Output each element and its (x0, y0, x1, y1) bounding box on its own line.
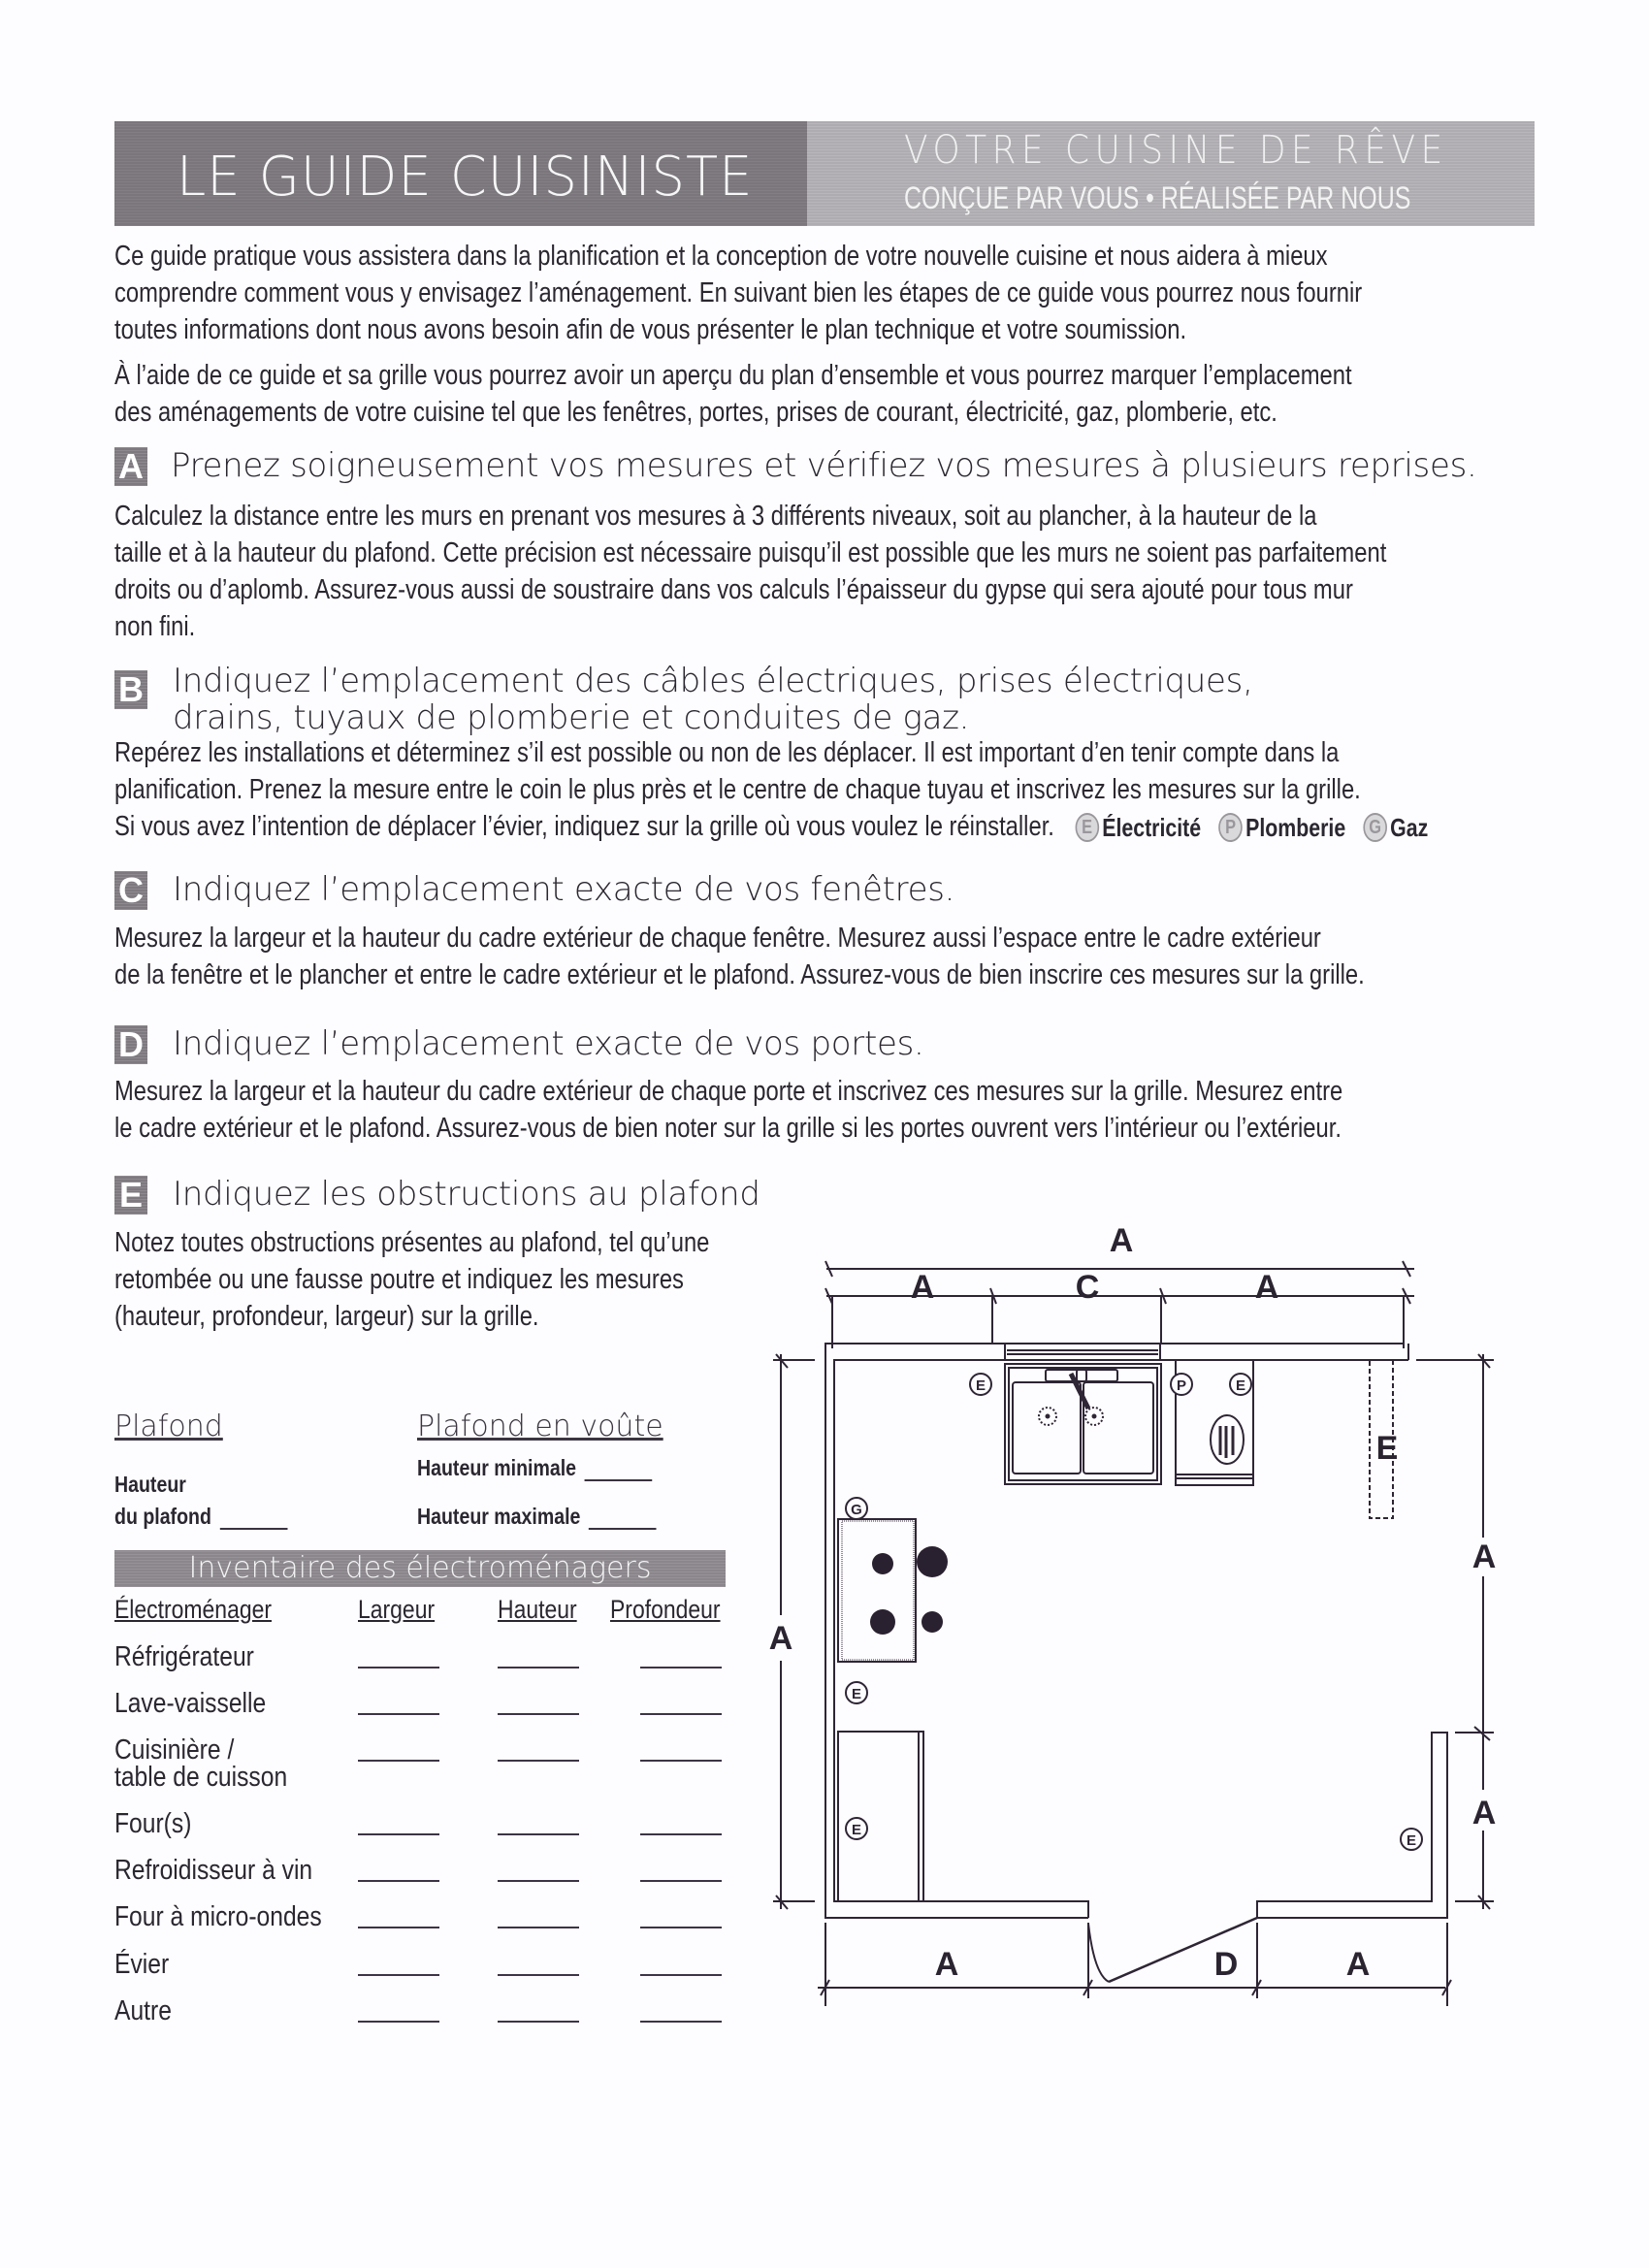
intro-line: comprendre comment vous y envisagez l’aménagement. En suivant bien les étapes de ce guide vous pourrez nous fournir (114, 277, 1363, 308)
header-slogan: CONÇUE PAR VOUS • RÉALISÉE PAR NOUS (904, 180, 1411, 215)
inventory-item-dishwasher: Lave-vaisselle (114, 1688, 267, 1719)
dim-label-left: A (768, 1620, 793, 1657)
body-line: droits ou d’aplomb. Assurez-vous aussi de soustraire dans vos calculs l’épaisseur du gypse qui sera ajouté pour tous mur (114, 574, 1353, 605)
body-line: Mesurez la largeur et la hauteur du cadre extérieur de chaque porte et inscrivez ces mesures sur la grille. Mesurez entre (114, 1076, 1343, 1107)
section-a-title: Prenez soigneusement vos mesures et vérifiez vos mesures à plusieurs reprises. (171, 446, 1477, 485)
body-line: (hauteur, profondeur, largeur) sur la grille. (114, 1301, 539, 1332)
marker-label: E (1406, 1832, 1417, 1849)
plafond-heading: Plafond (114, 1409, 223, 1443)
body-line: taille et à la hauteur du plafond. Cette précision est nécessaire puisqu’il est possible que les murs ne soient pas parfaitement (114, 537, 1387, 568)
column-header-appliance: Électroménager (114, 1595, 273, 1624)
dim-label-bottom-left: A (934, 1946, 959, 1983)
body-line: Si vous avez l’intention de déplacer l’évier, indiquez sur la grille où vous voulez le réinstaller. (114, 811, 1054, 842)
dim-label-right-lower: A (1471, 1795, 1497, 1831)
intro-line: des aménagements de votre cuisine tel que les fenêtres, portes, prises de courant, électricité, gaz, plomberie, etc. (114, 397, 1277, 428)
window (1005, 1344, 1160, 1360)
body-line: planification. Prenez la mesure entre le coin le plus près et le centre de chaque tuyau et inscrivez les mesures sur la grille. (114, 774, 1361, 805)
burner (917, 1546, 948, 1577)
dim-label-door: D (1213, 1946, 1239, 1983)
inventory-item-ovens: Four(s) (114, 1808, 192, 1839)
inventory-item-range-line1: Cuisinière / (114, 1734, 235, 1766)
section-e-title: Indiquez les obstructions au plafond (173, 1175, 760, 1214)
body-line: non fini. (114, 611, 196, 642)
plumbing-symbol-icon: P (1218, 813, 1243, 842)
marker-label: E (851, 1686, 862, 1702)
refrigerator-icon (838, 1732, 923, 1901)
header-tagline: VOTRE CUISINE DE RÊVE (904, 128, 1448, 173)
section-letter-b: B (114, 670, 147, 709)
burner (872, 1553, 893, 1574)
burners (870, 1546, 948, 1635)
column-header-width: Largeur (358, 1595, 436, 1624)
double-sink-icon (1005, 1364, 1161, 1484)
inventory-title: Inventaire des électroménagers (114, 1550, 726, 1587)
section-c-title: Indiquez l’emplacement exacte de vos fenêtres. (173, 870, 955, 909)
marker-label: G (851, 1502, 862, 1518)
intro-line: Ce guide pratique vous assistera dans la planification et la conception de votre nouvelle cuisine et nous aidera à mieux (114, 241, 1328, 272)
dim-label-right-upper: A (1471, 1539, 1497, 1575)
electricity-symbol-icon: E (1075, 813, 1099, 842)
intro-line: toutes informations dont nous avons besoin afin de vous présenter le plan technique et votre soumission. (114, 314, 1187, 345)
inventory-item-sink: Évier (114, 1949, 170, 1980)
marker-label: E (1235, 1377, 1246, 1394)
body-line: de la fenêtre et le plancher et entre le cadre extérieur et le plafond. Assurez-vous de bien inscrire ces mesures sur la grille. (114, 959, 1365, 990)
body-line: retombée ou une fausse poutre et indiquez les mesures (114, 1264, 684, 1295)
body-line: le cadre extérieur et le plafond. Assurez-vous de bien noter sur la grille si les portes ouvrent vers l’intérieur ou l’extérieur. (114, 1113, 1342, 1144)
section-b-title-line: drains, tuyaux de plomberie et conduites de gaz. (173, 698, 970, 737)
gas-symbol-icon: G (1363, 813, 1387, 842)
dim-label-window: C (1075, 1269, 1100, 1306)
voute-heading: Plafond en voûte (417, 1409, 663, 1443)
legend-gas: Gaz (1390, 813, 1429, 843)
body-line: Notez toutes obstructions présentes au plafond, tel qu’une (114, 1227, 710, 1258)
plafond-height-label: du plafond (114, 1504, 211, 1529)
section-letter-a: A (114, 447, 147, 486)
marker-label: E (975, 1377, 986, 1394)
body-line: Calculez la distance entre les murs en prenant vos mesures à 3 différents niveaux, soit au plancher, à la hauteur de la (114, 501, 1317, 532)
dim-label-top-total: A (1109, 1222, 1134, 1259)
legend-plumbing: Plomberie (1245, 813, 1346, 843)
section-letter-c: C (114, 871, 147, 910)
plafond-height-label-line1: Hauteur (114, 1472, 186, 1497)
section-b-title-line: Indiquez l’emplacement des câbles électriques, prises électriques, (173, 662, 1253, 700)
inventory-item-range-line2: table de cuisson (114, 1762, 288, 1793)
dim-label-top-left: A (910, 1269, 935, 1306)
inventory-item-other: Autre (114, 1995, 172, 2026)
voute-min-label: Hauteur minimale (417, 1455, 577, 1480)
body-line: Repérez les installations et déterminez s’il est possible ou non de les déplacer. Il est important d’en tenir compte dans la (114, 737, 1340, 768)
dim-label-top-right: A (1254, 1269, 1279, 1306)
page-title: LE GUIDE CUISINISTE (177, 146, 754, 209)
obstruction-label: E (1375, 1430, 1399, 1467)
legend-electricity: Électricité (1102, 813, 1202, 843)
marker-label: P (1176, 1377, 1187, 1394)
cooktop-icon (838, 1519, 916, 1662)
voute-max-label: Hauteur maximale (417, 1504, 581, 1529)
dim-label-bottom-right: A (1345, 1946, 1371, 1983)
section-d-title: Indiquez l’emplacement exacte de vos portes. (173, 1024, 924, 1063)
inventory-item-refrigerator: Réfrigérateur (114, 1641, 254, 1672)
burner (922, 1611, 943, 1633)
section-letter-d: D (114, 1025, 147, 1064)
section-letter-e: E (114, 1176, 147, 1215)
marker-label: E (851, 1822, 862, 1838)
column-header-depth: Profondeur (610, 1595, 721, 1624)
column-header-height: Hauteur (498, 1595, 577, 1624)
inventory-item-wine-cooler: Refroidisseur à vin (114, 1855, 313, 1886)
inventory-item-microwave: Four à micro-ondes (114, 1901, 322, 1932)
body-line: Mesurez la largeur et la hauteur du cadre extérieur de chaque fenêtre. Mesurez aussi l’espace entre le cadre extérieur (114, 923, 1321, 954)
intro-line: À l’aide de ce guide et sa grille vous pourrez avoir un aperçu du plan d’ensemble et vous pourrez marquer l’emplacement (114, 360, 1352, 391)
burner (870, 1609, 895, 1635)
